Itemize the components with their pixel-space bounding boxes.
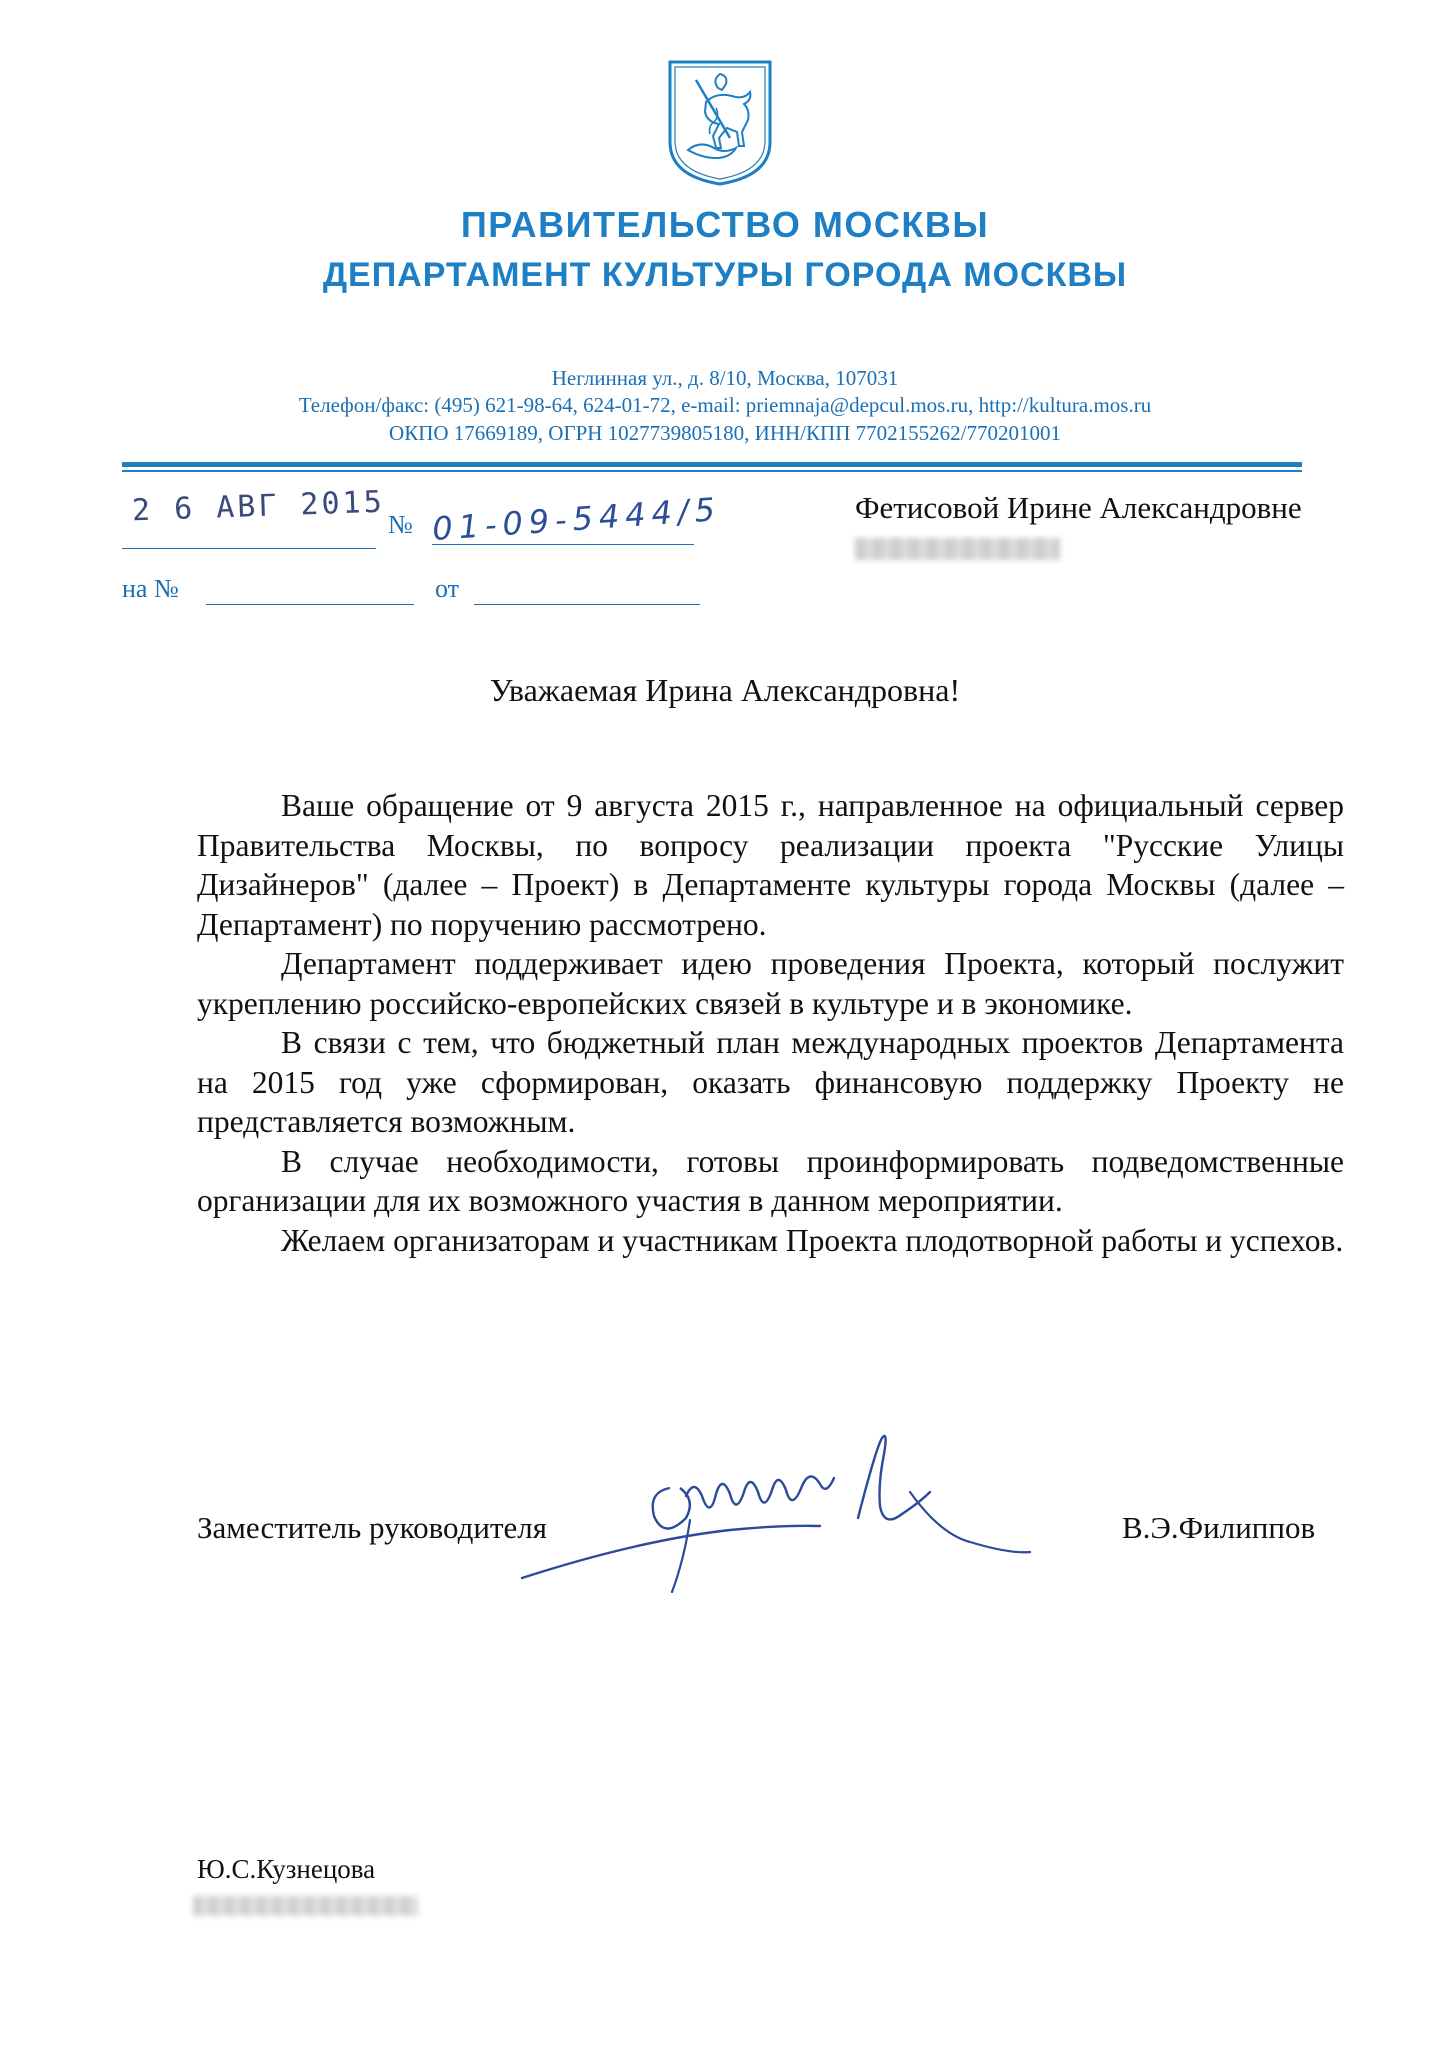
date-stamp: 2 6 АВГ 2015 (131, 484, 386, 529)
recipient-name: Фетисовой Ирине Александровне (855, 490, 1302, 525)
body-paragraph: Департамент поддерживает идею проведения Проекта, который послужит укреплению российско-европейских связей в культуре и в экономике. (197, 946, 1344, 1021)
signer-position: Заместитель руководителя (197, 1510, 548, 1545)
letter-body (197, 786, 1344, 1260)
reference-number-label: на № (122, 574, 179, 603)
reference-date-label: от (435, 574, 460, 603)
date-blank-line (122, 548, 376, 549)
body-paragraph: Ваше обращение от 9 августа 2015 г., направленное на официальный сервер Правительства Москвы, по вопросу реализации проекта "Русские Улицы Дизайнеров" (далее – Проект) в Департаменте культуры города Москвы (далее – Департамент) по поручению рассмотрено. (197, 788, 1344, 942)
body-paragraph: В связи с тем, что бюджетный план международных проектов Департамента на 2015 год уже сформирован, оказать финансовую поддержку Проекту не представляется возможным. (197, 1025, 1344, 1139)
reference-date-blank (474, 604, 700, 605)
header-divider-thin (122, 470, 1302, 472)
contacts-line: Телефон/факс: (495) 621-98-64, 624-01-72, e-mail: priemnaja@depcul.mos.ru, http://kultura.mos.ru (298, 393, 1152, 417)
moscow-coat-of-arms-icon (666, 58, 774, 186)
recipient-email-redacted (855, 538, 1060, 560)
body-paragraph: В случае необходимости, готовы проинформировать подведомственные организации для их возможного участия в данном мероприятии. (197, 1143, 1344, 1218)
signer-name: В.Э.Филиппов (1122, 1510, 1316, 1545)
body-paragraph: Желаем организаторам и участникам Проекта плодотворной работы и успехов. (281, 1222, 1344, 1258)
handwritten-signature (520, 1430, 1180, 1610)
header-divider-thick (122, 462, 1302, 467)
reference-number-blank (206, 604, 414, 605)
government-title: ПРАВИТЕЛЬСТВО МОСКВЫ (460, 204, 990, 245)
registration-number: 01-09-5444/5 (431, 489, 723, 549)
executor-name: Ю.С.Кузнецова (197, 1854, 376, 1884)
number-blank-line (432, 544, 694, 545)
department-title: ДЕПАРТАМЕНТ КУЛЬТУРЫ ГОРОДА МОСКВЫ (322, 256, 1128, 294)
number-label: № (388, 510, 413, 539)
registry-codes-line: ОКПО 17669189, ОГРН 1027739805180, ИНН/КПП 7702155262/770201001 (389, 421, 1061, 445)
salutation: Уважаемая Ирина Александровна! (489, 672, 961, 708)
address-line: Неглинная ул., д. 8/10, Москва, 107031 (551, 366, 899, 390)
executor-phone-redacted (193, 1896, 418, 1916)
